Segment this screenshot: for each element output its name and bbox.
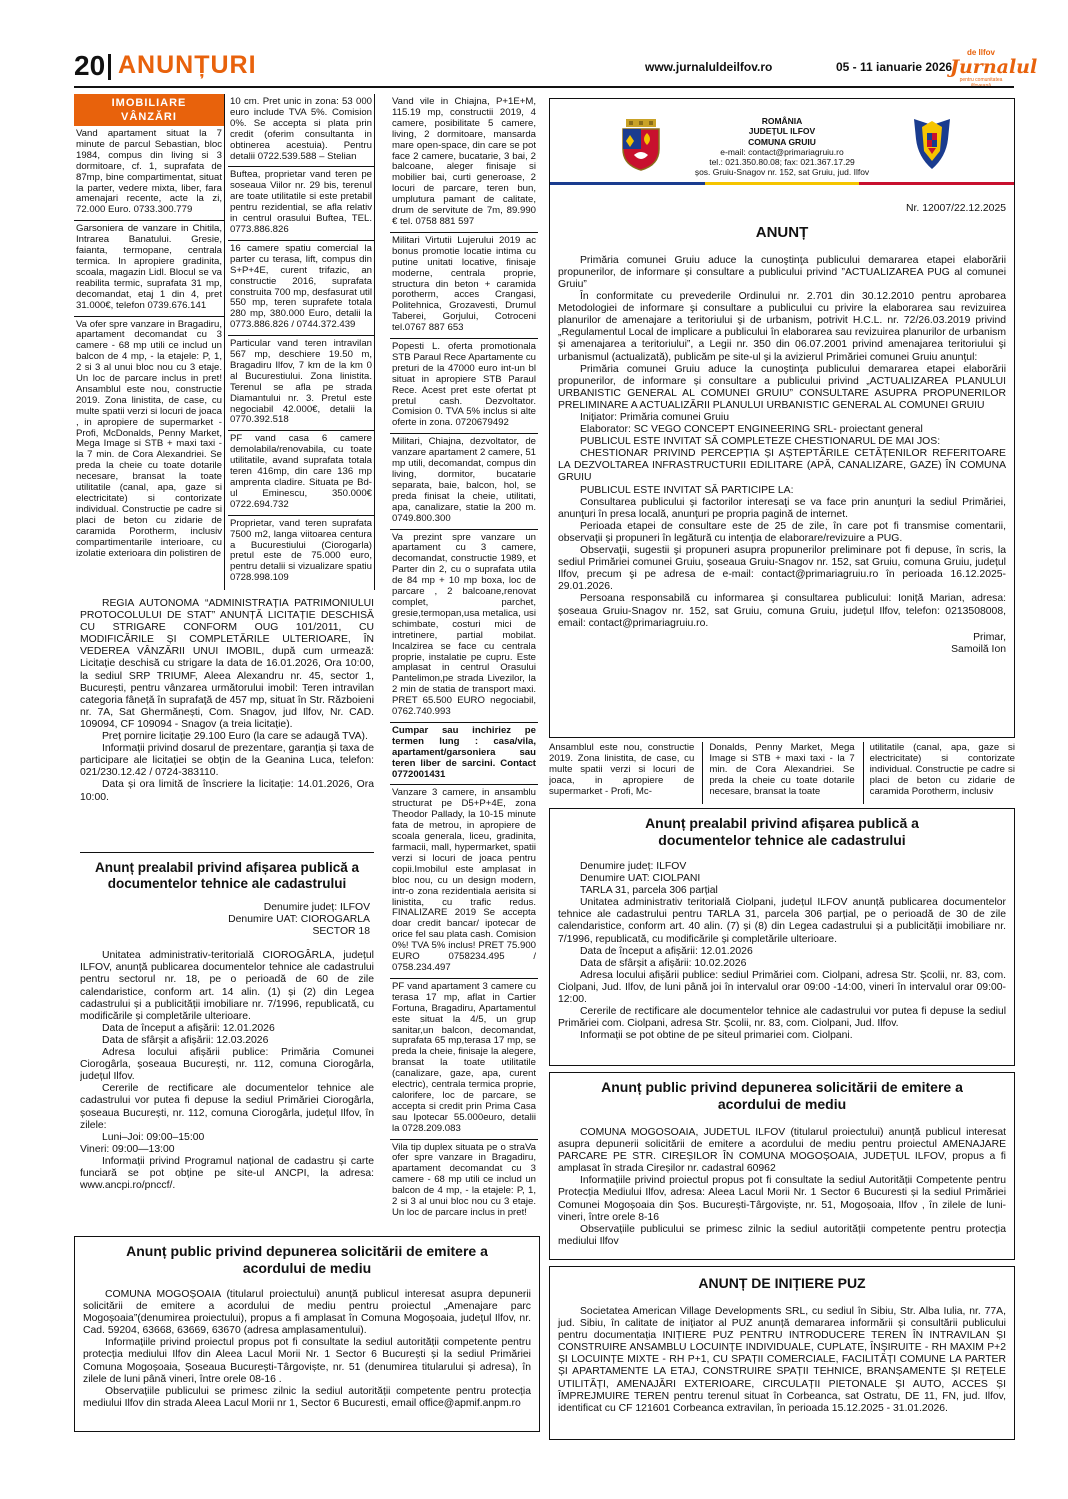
notice-paragraph: Observațiile publicului se primesc zilnic la sediul autorității competente pentru protecția mediului Ilfov: [558, 1223, 1006, 1247]
ciolpani-cadastre-notice: [549, 808, 1015, 1066]
letterhead-country: ROMÂNIA: [761, 116, 803, 126]
classified-ad: Militari, Chiajna, dezvoltator, de vanzare apartament 2 camere, 51 mp utili, decomandat, compus din living, dormitor, bucatarie separata, baie, balcon, hol, se preda finisat la cheie, utilitati, apa, canalizare, statie la 200 m. 0749.800.300: [390, 434, 538, 529]
notice-paragraph: Denumire UAT: CIOLPANI: [580, 873, 701, 885]
romania-coat-of-arms-icon: [910, 117, 954, 171]
classified-ad: Vand apartament situat la 7 minute de parcul Sebastian, bloc 1984, compus din living si 3 dormitoare, cf. 1, suprafata de 87mp, bine compartimentat, situat la parter, vedere mixta, liber, fara amenajari recente, acte la zi, 72.000 Euro. 0733.300.779: [74, 126, 224, 221]
notice-uat-block: [80, 902, 374, 938]
classifieds-column-1: [74, 94, 225, 590]
notice-paragraph: Primăria comunei Gruiu aduce la cunoştinţa publicului demararea etapei elaborării propunerilor, de informare și consultare a publicului privind „ACTUALIZAREA PLANULUI URBANISTIC GENERAL AL COMUNEI GRUIU” CONSULTARE ASUPRA PROPUNERILOR PRELIMINARE A ACTUALIZĂRII PLANULUI URBANISTIC GENERAL AL COMUNEI GRUIU: [558, 363, 1006, 411]
classified-ad: Vila tip duplex situata pe o straVa ofer spre vanzare in Bragadiru, apartament decomandat cu 3 camere - 68 mp utili ce includ un balcon de 4 mp, - la etajele: P, 1, 2 si 3 al unui bloc nou cu 3 etaje. Un loc de parcare inclus in pret!: [392, 1141, 536, 1218]
notice-paragraph: Elaborator: SC VEGO CONCEPT ENGINEERING SRL- proiectant general: [580, 424, 923, 436]
notice-title: Anunț prealabil privind afișarea publică a documentelor tehnice ale cadastrului: [645, 815, 919, 848]
logo-main-text: Jurnalul: [950, 56, 1038, 78]
notice-title: ANUNȚ: [755, 223, 809, 241]
notice-paragraph: Denumire județ: ILFOV: [580, 861, 687, 872]
notice-paragraph: Societatea American Village Developments SRL, cu sediul în Sibiu, Str. Alba Iulia, nr. 77A, jud. Sibiu, în calitate de inițiator al PUZ anunță demararea informării și consultării publicului pentru documentația INIȚIERE PUZ PENTRU INTRODUCERE TEREN ÎN INTRAVILAN ȘI CONSTRUIRE ANSAMBLU LOCUINȚE INDIVIDUALE, CUPLATE, ÎNȘIRUITE - RH MAXIM P+2 ȘI LOCUINȚE MIXTE - RH P+1, CU SPAȚII COMERCIALE, FACILITĂȚI COMUNE LA PARTER ȘI APARTAMENTE LA ETAJ, CONSTRUIRE SPAȚII TEHNICE, BRANȘAMENTE ȘI REȚELE UTILITĂȚI, AMENAJĂRI EXTERIOARE, CIRCULAȚII PIETONALE ȘI AUTO, ACCES ȘI ÎMPREJMUIRE TEREN pentru terenul situat în Corbeanca, sat Ostratu, DE 11, FN, jud. Ilfov, identificat cu CF 121601 Corbeanca extravilan, în perioada 15.12.2025 - 31.01.2026.: [558, 1306, 1006, 1414]
notice-line: SECTOR 18: [312, 926, 370, 938]
logo-sub-text: pentru comunitatea: [959, 77, 1003, 83]
notice-title: Anunț public privind depunerea solicitării de emitere a acordului de mediu: [601, 1079, 963, 1112]
tricolor-rule: [550, 182, 1014, 185]
category-heading-line-1: IMOBILIARE: [111, 97, 187, 109]
notice-paragraph: Observaţii, sugestii şi propuneri asupra propunerilor preliminare pot fi depuse, în scris, la sediul Primăriei comunei Gruiu, șoseaua Gruiu-Snagov nr. 152, sat Gruiu, comuna Gruiu, județul Ilfov, precum şi pe adresa de e-mail: contact@primariagruiu.ro în perioada 16.12.2025-29.01.2026.: [558, 545, 1006, 593]
page-number: 20: [74, 50, 106, 81]
gruiu-coat-of-arms-icon: [620, 119, 662, 171]
classified-ad: Particular vand teren intravilan 567 mp, deschiere 19.50 m, Bragadiru Ilfov, 7 km de la km 0 al Bucurestiului. Zona linistita. Terenul se afla pe strada Diamantului nr. 3. Pretul este negociabil 42.000€, detalii la 0770.392.518: [228, 336, 374, 431]
notice-paragraph: REGIA AUTONOMĂ “ADMINISTRAȚIA PATRIMONIULUI PROTOCOLULUI DE STAT” ANUNȚĂ LICITAȚIE DESCHISĂ CU STRIGARE CONFORM OUG 101/2011, CU MODIFICĂRILE ȘI COMPLETĂRILE ULTERIOARE, ÎN VEDEREA VÂNZĂRII UNUI IMOBIL, după cum urmează: Licitație deschisă cu strigare la data de 16.01.2026, Ora 10:00, la sediul SRP TRIUMF, Aleea Alexandru nr. 45, sector 1, București, pentru vânzarea următorului imobil: Teren intravilan categoria fânețǎ în suprafaţă de 457 mp, situat în Str. Războieni nr. 7A, Sat Ghermănești, Com. Snagov, jud Ilfov, Nr. CAD. 109094, CF 109094 - Snagov (a treia licitație).: [80, 598, 374, 730]
notice-paragraph: Luni–Joi: 09:00–15:00: [102, 1131, 205, 1143]
classified-ad: Garsoniera de vanzare in Chitila, Intrarea Banatului. Gresie, faianta, termopane, centrala termica. In apropiere gradinita, scoala, magazin Lidl. Blocul se va reabilita termic, suprafata 31 mp, decomandat, etaj 1 din 4, pret 31.000€, telefon 0739.676.141: [74, 221, 224, 316]
notice-paragraph: Adresa locului afișării publice: sediul Primăriei com. Ciolpani, adresa Str. Școlii, nr. 83, com. Ciolpani, Jud. Ilfov, de luni până joi în intervalul orar 09:00 -14:00, vineri în intervalul orar 09:00-12:00.: [558, 969, 1006, 1006]
classified-ad: Proprietar, vand teren suprafata 7500 m2, langa viitoarea centura a Bucurestiului (Ciorogarla) pretul este de 75.000 euro, pentru detalii si vizualizare spatiu 0728.998.109: [230, 517, 372, 584]
notice-paragraph: Vineri: 09:00—13:00: [80, 1143, 175, 1155]
letterhead-phone: tel.: 021.350.80.08; fax: 021.367.17.29: [709, 157, 855, 168]
notice-paragraph: Informații privind dosarul de prezentare, garanția și taxa de participare ale licitației se obțin de la Geanina Luca, telefon: 021/230.12.42 / 0724-383110.: [80, 743, 374, 779]
section-title: ANUNȚURI: [118, 51, 257, 79]
notice-paragraph: CHESTIONAR PRIVIND PERCEPȚIA ȘI AȘTEPTĂRILE CETĂȚENILOR REFERITOARE LA DEZVOLTAREA INFRASTRUCTURII EDILITARE (APĂ, CANALIZARE, GAZE) ÎN COMUNA GRUIU: [558, 448, 1006, 484]
notice-paragraph: Adresa locului afișării publice: Primăria Comunei Ciorogârla, șoseaua București, nr. 112, comuna Ciorogârla, județul Ilfov.: [80, 1047, 374, 1083]
mogosoaia-parc-environment-notice: [74, 1236, 540, 1432]
notice-title: ANUNȚ DE INIȚIERE PUZ: [698, 1275, 866, 1291]
notice-paragraph: Unitatea administrativ teritorială Ciolpani, județul ILFOV anunță publicarea documentelor tehnice ale cadastrului pentru TARLA 31, parcela 306 parțial, pe o perioadă de 30 de zile calendaristice, conform art. 40 alin. (7) și (8) din Legea cadastrului și a publicității imobiliare nr. 7/1996, republicată, cu modificările și completările ulterioare.: [558, 897, 1006, 945]
letterhead-commune: COMUNA GRUIU: [748, 136, 816, 147]
classifieds-column-2: [228, 94, 375, 590]
notice-paragraph: Consultarea publicului şi factorilor interesaţi se va face prin anunţuri la sediul Primăriei, anunţuri în presa locală, anunţuri pe propria pagină de internet.: [558, 496, 1006, 520]
signature-name: Samoilă Ion: [951, 643, 1006, 655]
page-number-divider: [108, 54, 111, 80]
notice-paragraph: COMUNA MOGOSOAIA, JUDETUL ILFOV (titularul proiectului) anunță publicul interesat asupra depunerii solicitării de emitere a acordului de mediu pentru proiectul AMENAJARE PARCARE PE STR. CIREȘILOR ÎN COMUNA MOGOȘOAIA, JUDEȚUL ILFOV, propus a fi amplasat în strada Cireșilor nr. cadastral 60962: [558, 1127, 1006, 1175]
notice-paragraph: COMUNA MOGOȘOAIA (titularul proiectului) anunță publicul interesat asupra depunerii solicitării de emitere a acordului de mediu pentru proiectul „Amenajare parc Mogoșoaia”(denumirea proiectului), propus a fi amplasat în Comuna Mogoșoaia, județul Ilfov, nr. Cad. 59204, 63668, 63669, 63670 (adresa amplasamentului).: [83, 1289, 531, 1337]
classified-ad: 16 camere spatiu comercial la parter cu terasa, lift, compus din S+P+4E, curent trifazic, an constructie 2016, suprafata construita 700 mp, desfasurat util 550 mp, teren suprafete totala 280 mp, 380.000 Euro, detalii la 0773.886.826 / 0744.372.439: [228, 241, 374, 336]
classified-ad: Va prezint spre vanzare un apartament cu 3 camere, decomandat, constructie 1989, et Parter din 2, cu o suprafata utila de 84 mp + 10 mp boxa, loc de parcare , 2 balcoane,renovat complet, parchet, gresie,termopan,usa metalica, usi schimbate, costuri mici de intretinere, partial mobilat. Incalzirea se face cu centrala proprie, instalatie pe cupru. Este amplasat in centrul Orasului Pantelimon,pe strada Livezilor, la 2 min de statia de transport maxi. PRET 65.500 EURO negociabil, 0762.740.993: [390, 530, 538, 723]
letterhead-address: șos. Gruiu-Snagov nr. 152, sat Gruiu, jud. Ilfov: [694, 167, 870, 178]
newspaper-logo: [950, 48, 1038, 84]
continued-classified-ad: [549, 742, 1015, 804]
classifieds-column-3: [390, 94, 538, 1274]
gruiu-pug-notice: [549, 98, 1015, 738]
notice-paragraph: Unitatea administrativ-teritorială CIOROGÂRLA, județul ILFOV, anunță publicarea documentelor tehnice ale cadastrului pentru sectorul nr. 18, pe o perioadă de 60 de zile calendaristice, conform art. 14 alin. (1) și (2) din Legea cadastrului și a publicității imobiliare nr. 7/1996, republicată, cu modificările și completările ulterioare.: [80, 950, 374, 1022]
issue-date: 05 - 11 ianuarie 2026: [836, 60, 953, 74]
classified-ad: 10 cm. Pret unic in zona: 53 000 euro include TVA 5%. Comision 0%. Se accepta si plata prin credit (oferim consultanta in obtinerea acestuia). Pentru detalii 0722.539.588 – Stelian: [228, 94, 374, 167]
notice-paragraph: Perioada etapei de consultare este de 25 de zile, în care pot fi transmise comentarii, observaţii şi propuneri în legătură cu intenţia de elaborare/revizuire a PUG.: [558, 520, 1006, 544]
classified-ad: Militari Virtutii Lujerului 2019 ac bonus promotie locatie intima cu putine unitati locative, finisaje moderne, centrala proprie, structura din beton + caramida porotherm, acces Crangasi, Politehnica, Grozavesti, Drumul Taberei, Gorjului, Cotroceni tel.0767 887 653: [390, 233, 538, 339]
notice-paragraph: Persoana responsabilă cu informarea şi consultarea publicului: Ioniță Marian, adresa: șoseaua Gruiu-Snagov nr. 152, sat Gruiu, comuna Gruiu, județul Ilfov, telefon: 0213508008, email: contact@primariagruiu.ro.: [558, 593, 1006, 629]
notice-paragraph: Data de sfârșit a afișării: 10.02.2026: [580, 957, 747, 969]
signature-block: [558, 632, 1006, 656]
classified-ad: Cumpar sau inchiriez pe termen lung : casa/vila, apartament/garsoniera sau teren liber de sarcini. Contact 0772001431: [390, 723, 538, 786]
classified-ad-part: Ansamblul este nou, constructie 2019. Zona linistita, de case, cu multe spatii verzi si locuri de joaca, in apropiere de supermarket - Profi, Mc-: [549, 742, 695, 797]
logo-top-text: de Ilfov: [966, 48, 995, 57]
header-rule: [74, 86, 1014, 88]
notice-paragraph: Informații privind Programul național de cadastru și carte funciară se pot obține pe site-ul ANCPI, la adresa: www.ancpi.ro/pnccf/.: [80, 1155, 374, 1192]
letterhead-email: e-mail: contact@primariagruiu.ro: [720, 146, 844, 157]
category-heading: [74, 94, 224, 126]
letterhead-county: JUDEȚUL ILFOV: [748, 126, 816, 137]
notice-paragraph: În conformitate cu prevederile Ordinului nr. 2.701 din 30.12.2010 pentru aprobarea Metodologiei de informare şi consultare a publicului cu privire la elaborarea sau revizuirea planurilor de amenajare a teritoriului şi de urbanism, potrivit H.C.L. nr. 72/26.03.2019 privind „Regulamentul Local de implicare a publicului în elaborarea sau revizuirea planurilor de urbanism și amenajarea a teritoriului”, a Legii nr. 350 din 06.07.2001 privind amenajarea teritoriului şi urbanismul (actualizată), publicăm pe site-ul şi la avizierul Primăriei comunei Gruiu anunţul:: [558, 291, 1006, 363]
notice-paragraph: PUBLICUL ESTE INVITAT SĂ PARTICIPE LA:: [580, 484, 794, 496]
notice-paragraph: Cererile de rectificare ale documentelor tehnice ale cadastrului vor putea fi depuse la sediul Primăriei Ciorogârla, șoseaua București, nr. 112, comuna Ciorogârla, județul Ilfov, în zilele:: [80, 1083, 374, 1131]
ciorogarla-cadastre-notice: [80, 858, 374, 1270]
notice-line: Denumire județ: ILFOV: [263, 902, 370, 913]
notice-paragraph: Cererile de rectificare ale documentelor tehnice ale cadastrului vor putea fi depuse la sediul Primăriei com. Ciolpani, adresa Str. Școlii, nr. 83, com. Ciolpani, Jud. Ilfov.: [558, 1006, 1006, 1030]
notice-paragraph: Observațiile publicului se primesc zilnic la sediul autorității competente pentru protecția mediului Ilfov din strada Aleea Lacul Morii nr 1, Sector 6 Bucuresti, email office@apmif.anpm.ro: [83, 1385, 531, 1409]
notice-paragraph: PUBLICUL ESTE INVITAT SĂ COMPLETEZE CHESTIONARUL DE MAI JOS:: [580, 436, 941, 448]
notice-paragraph: TARLA 31, parcela 306 parțial: [580, 885, 718, 897]
notice-paragraph: Data și ora limită de înscriere la licitație: 14.01.2026, Ora 10:00.: [80, 779, 374, 803]
notice-title: Anunț public privind depunerea solicitării de emitere a acordului de mediu: [126, 1243, 488, 1276]
classified-ad: PF vand apartament 3 camere cu terasa 17 mp, aflat in Cartier Fortuna, Bragadiru, Apartamentul este situat la 4/5, un grup sanitar,un balcon, decomandat, suprafata 65 mp,terasa 17 mp, se preda la cheie, finisaje la alegere, bransat la toate utilitatile (canalizare, gaze, apa, curent electric), centrala termica proprie, calorifere, loc de parcare, se accepta si credit prin Prima Casa sau Ipotecar 55.000euro, detalii la 0728.209.083: [390, 979, 538, 1140]
notice-paragraph: Informațiile privind proiectul propus pot fi consultate la sediul Autorității Competente pentru Protecția Mediului Ilfov, adresa: Aleea Lacul Morii Nr. 1 Sector 6 Bucuresti și la sediul Primăriei Comunei Mogoșoaia din Șos. București-Târgoviște, nr. 51, Mogoșoaia, Ilfov , în zilele de luni-vineri, între orele 8-16: [558, 1175, 1006, 1223]
notice-paragraph: Iniţiator: Primăria comunei Gruiu: [580, 412, 729, 423]
classified-ad: Buftea, proprietar vand teren pe soseaua Viilor nr. 29 bis, terenul are toate utilitatile si este pretabil pentru rezidential, se afla relativ in centrul orasului Buftea, TEL. 0773.886.826: [228, 167, 374, 240]
notice-paragraph: Data de început a afișării: 12.01.2026: [580, 945, 753, 957]
classified-ad: Vand vile in Chiajna, P+1E+M, 115.19 mp, constructii 2019, 4 camere, posibilitate 5 camere, living, 2 dormitoare, mansarda mare open-space, din care se pot face 2 camere, bucatarie, 3 bai, 2 balcoane, aleger finisaje si mobilier bai, curti generoase, 2 locuri de parcare, teren bun, umplutura pamant de calitate, drum de servitute de 7m, 89.990 € tel. 0758 881 597: [390, 94, 538, 233]
classified-ad: Popesti L. oferta promotionala STB Paraul Rece Apartamente cu preturi de la 47000 euro int-un bl situat in apropiere STB Paraul Rece. Acest pret este ofertat pt pretul cash. Dezvoltator. Comision 0. TVA 5% inclus si alte oferte in zona. 0720679492: [390, 339, 538, 434]
classified-ad: Va ofer spre vanzare in Bragadiru, apartament decomandat cu 3 camere - 68 mp utili ce includ un balcon de 4 mp, - la etajele: P, 1, 2 si 3 al unui bloc nou cu 3 etaje. Un loc de parcare inclus in pret! Ansamblul este nou, constructie 2019. Zona linistita, de case, cu multe spatii verzi si locuri de joaca , in apropiere de supermarket - Profi, McDonalds, Penny Market, Mega Image si STB + maxi taxi - la 7 min. de Cora Alexandriei. Se preda la cheie cu toate dotarile necesare, bransat la toate utilitatile (canal, apa, gaze si electricitate) si contorizate individual. Constructie pe cadre si placi de beton cu zidarie de caramida Porotherm, inclusiv compartimentarile interioare, cu izolatie exterioara din polistiren de: [76, 318, 222, 559]
notice-paragraph: Informațiile privind proiectul propus pot fi consultate la sediul autorității competente pentru protecția mediului Ilfov din Aleea Lacul Morii Nr. 1 Sector 6 București și la sediul Primăriei Comuna Mogoșoaia, Șoseaua București-Târgoviște, nr. 51 (denumirea titularului și adresa), în zilele de luni până vineri, între orele 08-16 .: [83, 1337, 531, 1385]
notice-paragraph: Informații se pot obtine de pe siteul primariei com. Ciolpani.: [580, 1030, 853, 1042]
notice-paragraph: Data de început a afișării: 12.01.2026: [102, 1022, 275, 1034]
site-url[interactable]: www.jurnaluldeilfov.ro: [645, 60, 773, 74]
classified-ad: PF vand casa 6 camere demolabila/renovabila, cu toate utilitatile, avand suprafata totala teren 416mp, din care 136 mp amprenta cladire. Situata pe Bd-ul Eminescu, 350.000€ 0722.694.732: [228, 431, 374, 515]
classified-ad: Vanzare 3 camere, in ansamblu structurat pe D5+P+4E, zona Theodor Pallady, la 10-15 minute fata de metrou, in apropiere de scoala generala, liceu, gradinita, farmacii, mall, hypermarket, spatii verzi si locuri de joaca pentru copii.Imobilul este amplasat in bloc nou, cu un design modern, intr-o zona rezidentiala aerisita si linistita, cu trafic redus. FINALIZARE 2019 Se accepta doar credit bancar/ ipotecar de orice fel sau plata cash. Comision 0%! TVA 5% inclus! PRET 75.900 EURO 0758234.495 / 0758.234.497: [390, 785, 538, 978]
mogosoaia-parking-environment-notice: [549, 1072, 1015, 1260]
notice-paragraph: Primăria comunei Gruiu aduce la cunoştinţa publicului demararea etapei elaborării propunerilor, de informare și consultare a publicului privind ”ACTUALIZAREA PUG al comunei Gruiu”: [558, 254, 1006, 290]
classified-ad-part: Donalds, Penny Market, Mega Image si STB + maxi taxi - la 7 min. de Cora Alexandriei. Se preda la cheie cu toate dotarile necesare, bransat la toate: [702, 742, 854, 804]
category-heading-line-2: VÂNZĂRI: [121, 111, 177, 123]
notice-paragraph: Data de sfârșit a afișării: 12.03.2026: [102, 1034, 269, 1046]
puz-initiation-notice: [549, 1266, 1015, 1440]
classified-ad-part: utilitatile (canal, apa, gaze si electricitate) si contorizate individual. Constructie pe cadre si placi de beton cu zidarie de caramida Porotherm, inclusiv: [863, 742, 1015, 804]
regia-auction-notice: [80, 598, 374, 853]
notice-line: Denumire UAT: CIOROGARLA: [228, 914, 370, 926]
notice-paragraph: Preț pornire licitație 29.100 Euro (la care se adaugă TVA).: [102, 731, 368, 743]
signature-role: Primar,: [973, 631, 1006, 643]
notice-title: Anunț prealabil privind afișarea publică a documentelor tehnice ale cadastrului: [94, 860, 360, 891]
document-number: Nr. 12007/22.12.2025: [906, 202, 1006, 214]
